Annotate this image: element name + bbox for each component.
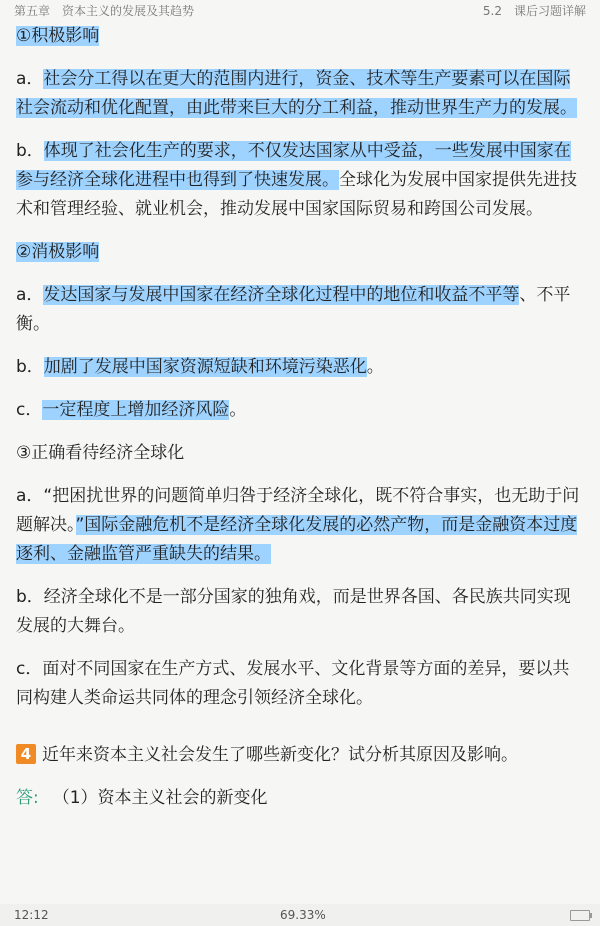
- highlight[interactable]: 体现了社会化生产的要求，不仅发达国家从中受益，一些发展中国家在参与经济全球化进程中也得到了快速发展。: [16, 141, 571, 190]
- highlight[interactable]: 一定程度上增加经济风险: [42, 400, 230, 420]
- reader-header: [0, 0, 600, 20]
- highlight[interactable]: ①积极影响: [16, 26, 100, 46]
- page-content: [16, 22, 586, 827]
- highlight[interactable]: ”国际金融危机不是经济全球化发展的必然产物，而是金融资本过度逐利、金融监管严重缺失的结果。: [16, 515, 578, 564]
- paragraph-c-negative: c．一定程度上增加经济风险。: [16, 400, 247, 420]
- highlight[interactable]: 发达国家与发展中国家在经济全球化过程中的地位和收益不平等: [43, 285, 520, 305]
- paragraph-b-view: b．经济全球化不是一部分国家的独角戏，而是世界各国、各民族共同实现发展的大舞台。: [16, 587, 571, 636]
- question-number-badge: 4: [16, 744, 36, 764]
- highlight[interactable]: ②消极影响: [16, 242, 100, 262]
- reading-progress: 69.33%: [280, 908, 326, 922]
- chapter-title: 第五章 资本主义的发展及其趋势: [14, 4, 195, 18]
- paragraph-a-negative: a．发达国家与发展中国家在经济全球化过程中的地位和收益不平等、不平衡。: [16, 285, 571, 334]
- heading-positive: [16, 22, 586, 51]
- paragraph-a-positive: a．社会分工得以在更大的范围内进行，资金、技术等生产要素可以在国际社会流动和优化配置，由此带来巨大的分工利益，推动世界生产力的发展。: [16, 69, 577, 118]
- heading-negative: [16, 238, 586, 267]
- highlight[interactable]: 社会分工得以在更大的范围内进行，资金、技术等生产要素可以在国际社会流动和优化配置，由此带来巨大的分工利益，推动世界生产力的发展。: [16, 69, 577, 118]
- answer-label: 答:: [16, 788, 39, 808]
- heading-correct-view: ③正确看待经济全球化: [16, 443, 185, 463]
- paragraph-c-view: c．面对不同国家在生产方式、发展水平、文化背景等方面的差异，要以共同构建人类命运共同体的理念引领经济全球化。: [16, 659, 570, 708]
- question-text: 近年来资本主义社会发生了哪些新变化？试分析其原因及影响。: [42, 745, 518, 765]
- reader-footer: [0, 904, 600, 926]
- clock-time: 12:12: [14, 908, 49, 922]
- answer-line: [16, 784, 586, 813]
- section-title: 5.2 课后习题详解: [482, 4, 586, 18]
- paragraph-a-view: a．“把困扰世界的问题简单归咎于经济全球化，既不符合事实，也无助于问题解决。”国际金融危机不是经济全球化发展的必然产物，而是金融资本过度逐利、金融监管严重缺失的结果。: [16, 486, 580, 564]
- paragraph-b-positive: b．体现了社会化生产的要求，不仅发达国家从中受益，一些发展中国家在参与经济全球化进程中也得到了快速发展。全球化为发展中国家提供先进技术和管理经验、就业机会，推动发展中国家国际贸易和跨国公司发展。: [16, 141, 577, 219]
- highlight[interactable]: 加剧了发展中国家资源短缺和环境污染恶化: [43, 357, 367, 377]
- answer-text: （1）资本主义社会的新变化: [52, 788, 268, 808]
- paragraph-b-negative: b．加剧了发展中国家资源短缺和环境污染恶化。: [16, 357, 384, 377]
- question-4: [16, 741, 586, 770]
- battery-icon: [570, 910, 590, 921]
